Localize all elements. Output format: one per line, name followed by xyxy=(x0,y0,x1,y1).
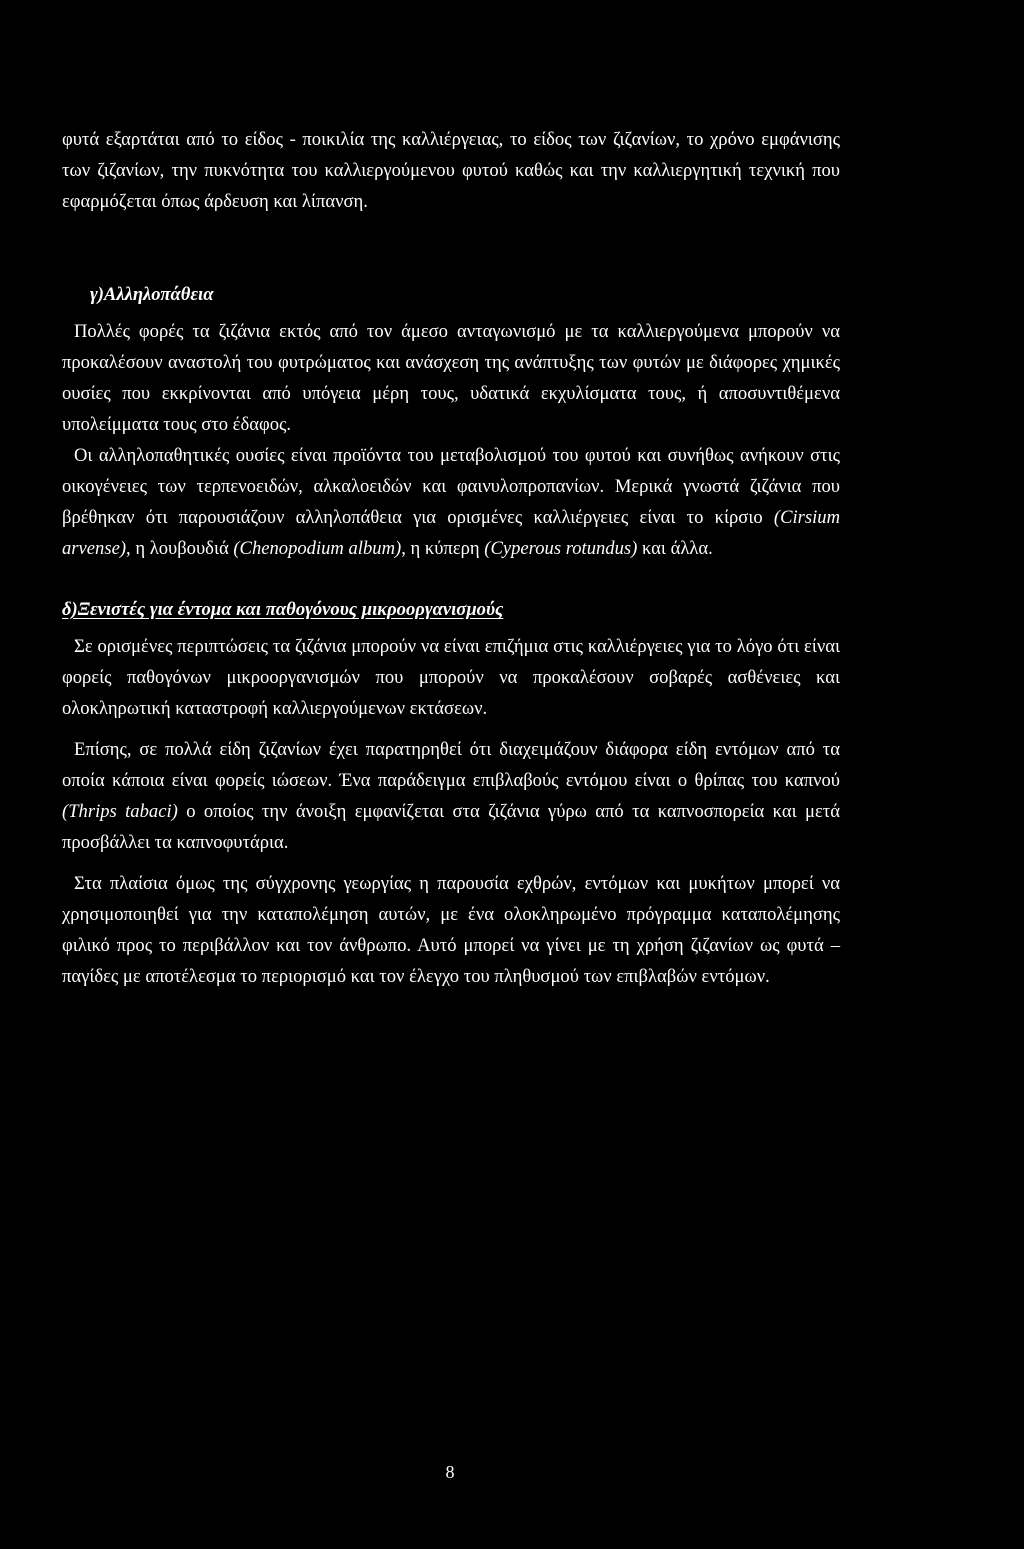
text-span: Επίσης, σε πολλά είδη ζιζανίων έχει παρατηρηθεί ότι διαχειμάζουν διάφορα είδη εντόμων από τα οποία κάποια είναι φορείς ιώσεων. Ένα παράδειγμα επιβλαβούς εντόμου είναι ο θρίπας του καπνού xyxy=(62,739,840,791)
page-number: 8 xyxy=(445,1462,455,1482)
species-name: (Chenopodium album) xyxy=(233,538,402,559)
intro-paragraph: φυτά εξαρτάται από το είδος - ποικιλία της καλλιέργειας, το είδος των ζιζανίων, το χρόνο εμφάνισης των ζιζανίων, την πυκνότητα του καλλιεργούμενου φυτού καθώς και την καλλιεργητική τεχνική που εφαρμόζεται όπως άρδευση και λίπανση. xyxy=(62,129,840,212)
spacer xyxy=(62,564,840,594)
species-name: (Thrips tabaci) xyxy=(62,801,178,822)
section-heading-hosts: δ)Ξενιστές για έντομα και παθογόνους μικροοργανισμούς xyxy=(62,599,504,620)
hosts-paragraph-1: Σε ορισμένες περιπτώσεις τα ζιζάνια μπορούν να είναι επιζήμια στις καλλιέργειες για το λόγο ότι είναι φορείς παθογόνων μικροοργανισμών που μπορούν να προκαλέσουν σοβαρές ασθένειες και ολοκληρωτική καταστροφή καλλιεργούμενων εκτάσεων. xyxy=(62,636,840,719)
allelopathy-paragraph-2 xyxy=(62,440,840,564)
document-page xyxy=(62,124,840,992)
text-span: ο οποίος την άνοιξη εμφανίζεται στα ζιζάνια γύρω από τα καπνοσπορεία και μετά προσβάλλει τα καπνοφυτάρια. xyxy=(62,801,840,853)
hosts-paragraph-2 xyxy=(62,734,840,858)
spacer xyxy=(62,217,840,279)
species-name: (Cyperous rotundus) xyxy=(484,538,638,559)
hosts-paragraph-3: Στα πλαίσια όμως της σύγχρονης γεωργίας η παρουσία εχθρών, εντόμων και μυκήτων μπορεί να χρησιμοποιηθεί για την καταπολέμηση αυτών, με ένα ολοκληρωμένο πρόγραμμα καταπολέμησης φιλικό προς το περιβάλλον και τον άνθρωπο. Αυτό μπορεί να γίνει με τη χρήση ζιζανίων ως φυτά –παγίδες με αποτέλεσμα το περιορισμό και τον έλεγχο του πληθυσμού των επιβλαβών εντόμων. xyxy=(62,873,840,987)
text-span: και άλλα. xyxy=(637,538,713,559)
text-span: , η λουβουδιά xyxy=(126,538,234,559)
text-span: Οι αλληλοπαθητικές ουσίες είναι προϊόντα του μεταβολισμού του φυτού και συνήθως ανήκουν στις οικογένειες των τερπενοειδών, αλκαλοειδών και φαινυλοπροπανίων. Μερικά γνωστά ζιζάνια που βρέθηκαν ότι παρουσιάζουν αλληλοπάθεια για ορισμένες καλλιέργειες είναι το κίρσιο xyxy=(62,445,840,528)
section-heading-allelopathy: γ)Αλληλοπάθεια xyxy=(90,284,214,305)
text-span: , η κύπερη xyxy=(401,538,485,559)
allelopathy-paragraph-1: Πολλές φορές τα ζιζάνια εκτός από τον άμεσο ανταγωνισμό με τα καλλιεργούμενα μπορούν να προκαλέσουν αναστολή του φυτρώματος και ανάσχεση της ανάπτυξης των φυτών με διάφορες χημικές ουσίες που εκκρίνονται από υπόγεια μέρη τους, υδατικά εκχυλίσματα τους, ή αποσυντιθέμενα υπολείμματα τους στο έδαφος. xyxy=(62,321,840,435)
species-name: (Cirsium arvense) xyxy=(62,507,840,559)
